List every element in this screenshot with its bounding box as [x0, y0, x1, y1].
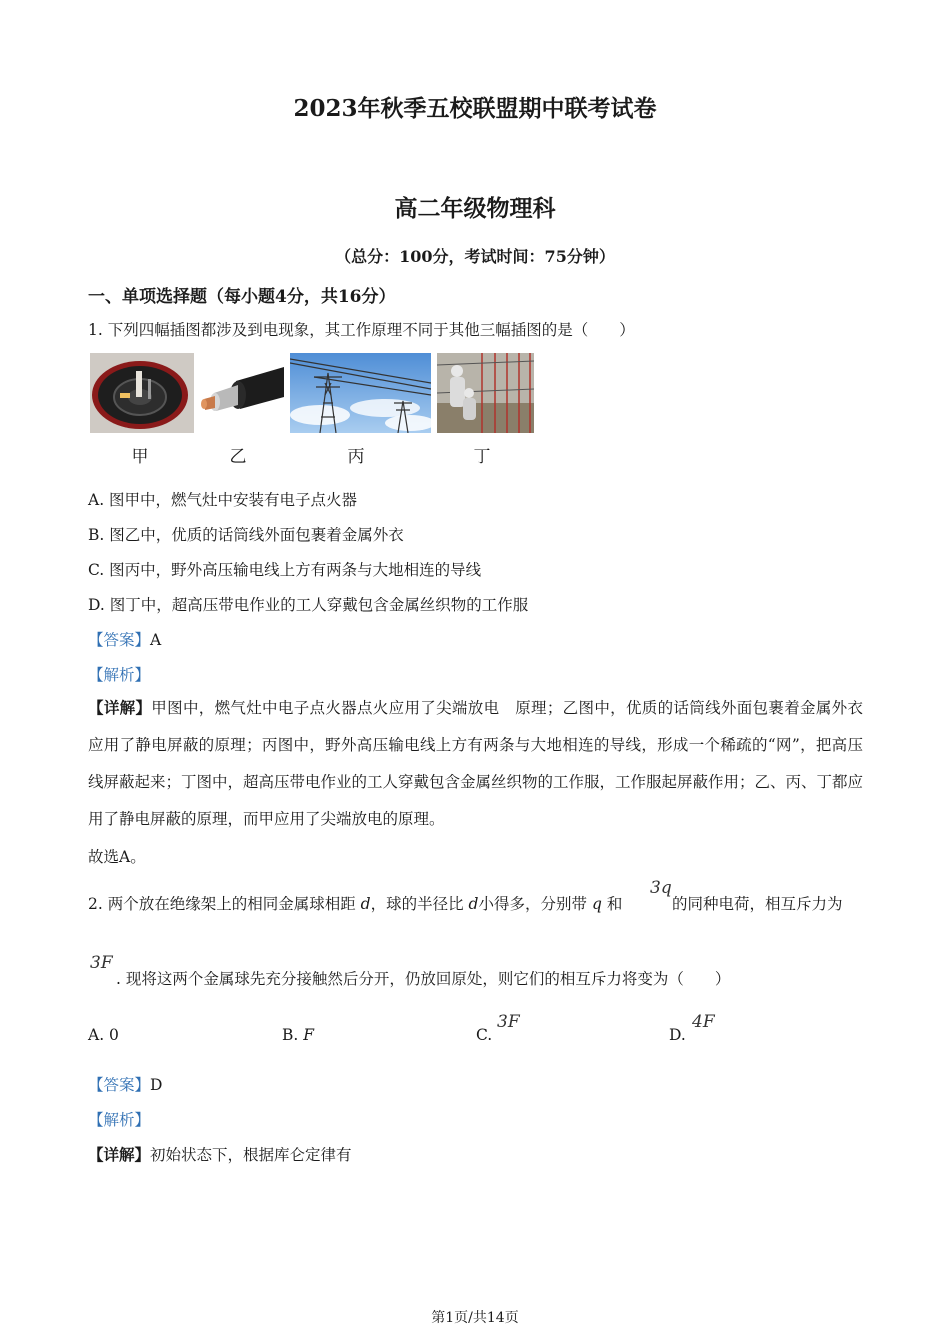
q2-detail-tag: 【详解】 [88, 1145, 151, 1164]
q2-analysis-tag: 【解析】 [88, 1111, 151, 1129]
answer-tag: 【答案】 [88, 631, 151, 649]
score-info: （总分：100分，考试时间：75分钟） [335, 247, 615, 266]
q2-answer-line [88, 1073, 162, 1095]
analysis-tag: 【解析】 [88, 666, 151, 684]
cable-image [200, 353, 284, 433]
section-heading: 一、单项选择题（每小题4分，共16分） [88, 287, 396, 307]
q2-stem-e: 的同种电荷，相互斥力为 [672, 895, 843, 913]
detail-text: 甲图中，燃气灶中电子点火器点火应用了尖端放电 原理；乙图中，优质的话筒线外面包裹着金属外衣应用了静电屏蔽的原理；丙图中，野外高压输电线上方有两条与大地相连的导线，形成一个稀疏的“网”，把高压线屏蔽起来；丁图中，超高压带电作业的工人穿戴包含金属丝织物的工作服，工作服起屏蔽作用；乙、丙、丁都应用了静电屏蔽的原理，而甲应用了尖端放电的原理。 [88, 699, 864, 828]
q2-detail-line [88, 1143, 352, 1165]
q2-stem-line1 [88, 892, 622, 914]
caption-jia: 甲 [131, 447, 149, 467]
answer-value: A [150, 631, 162, 649]
caption-bing: 丙 [347, 447, 365, 467]
q1-option-d: D. 图丁中，超高压带电作业的工人穿戴包含金属丝织物的工作服 [88, 596, 529, 614]
q1-conclusion: 故选A。 [88, 848, 146, 866]
q2-option-c: C. [476, 1026, 493, 1044]
detail-tag: 【详解】 [88, 698, 152, 717]
q2-answer-value: D [150, 1076, 163, 1094]
q2-stem-f: . 现将这两个金属球先充分接触然后分开，仍放回原处，则它们的相互斥力将变为（ ） [116, 970, 731, 988]
q2-option-d-math: 4F [692, 1012, 715, 1032]
live-line-workers-image [437, 353, 534, 433]
q1-answer-line [88, 628, 161, 650]
var-d: d [360, 895, 371, 913]
q1-option-c: C. 图丙中，野外高压输电线上方有两条与大地相连的导线 [88, 561, 482, 579]
caption-yi: 乙 [229, 447, 247, 467]
q2-stem-b: ，球的半径比 [370, 895, 464, 913]
exam-title: 2023年秋季五校联盟期中联考试卷 [293, 95, 657, 122]
q1-stem: 1. 下列四幅插图都涉及到电现象，其工作原理不同于其他三幅插图的是（ ） [88, 321, 635, 339]
power-towers-image [290, 353, 431, 433]
q2-option-b-var: F [303, 1026, 315, 1044]
q1-option-b: B. 图乙中，优质的话筒线外面包裹着金属外衣 [88, 526, 404, 544]
var-d-2: d [468, 895, 479, 913]
q2-option-b [282, 1026, 314, 1044]
q2-option-d: D. [669, 1026, 686, 1044]
math-3q: 3q [650, 878, 672, 898]
q2-stem-c: 小得多，分别带 [478, 895, 587, 913]
q2-option-b-label: B. [282, 1026, 304, 1044]
math-3F: 3F [90, 953, 113, 973]
var-q: q [591, 895, 602, 913]
q2-stem-a: 2. 两个放在绝缘架上的相同金属球相距 [88, 895, 356, 913]
q2-option-a: A. 0 [88, 1026, 119, 1044]
exam-subtitle: 高二年级物理科 [394, 195, 556, 222]
q1-option-a: A. 图甲中，燃气灶中安装有电子点火器 [88, 491, 358, 509]
q1-detail [88, 689, 863, 838]
q2-option-c-math: 3F [497, 1012, 520, 1032]
igniter-image [90, 353, 194, 433]
page-number: 第1页/共14页 [431, 1310, 519, 1326]
caption-ding: 丁 [473, 447, 491, 467]
q2-answer-tag: 【答案】 [88, 1076, 151, 1094]
q2-stem-d: 和 [606, 895, 623, 913]
q2-detail-text: 初始状态下，根据库仑定律有 [150, 1146, 352, 1164]
